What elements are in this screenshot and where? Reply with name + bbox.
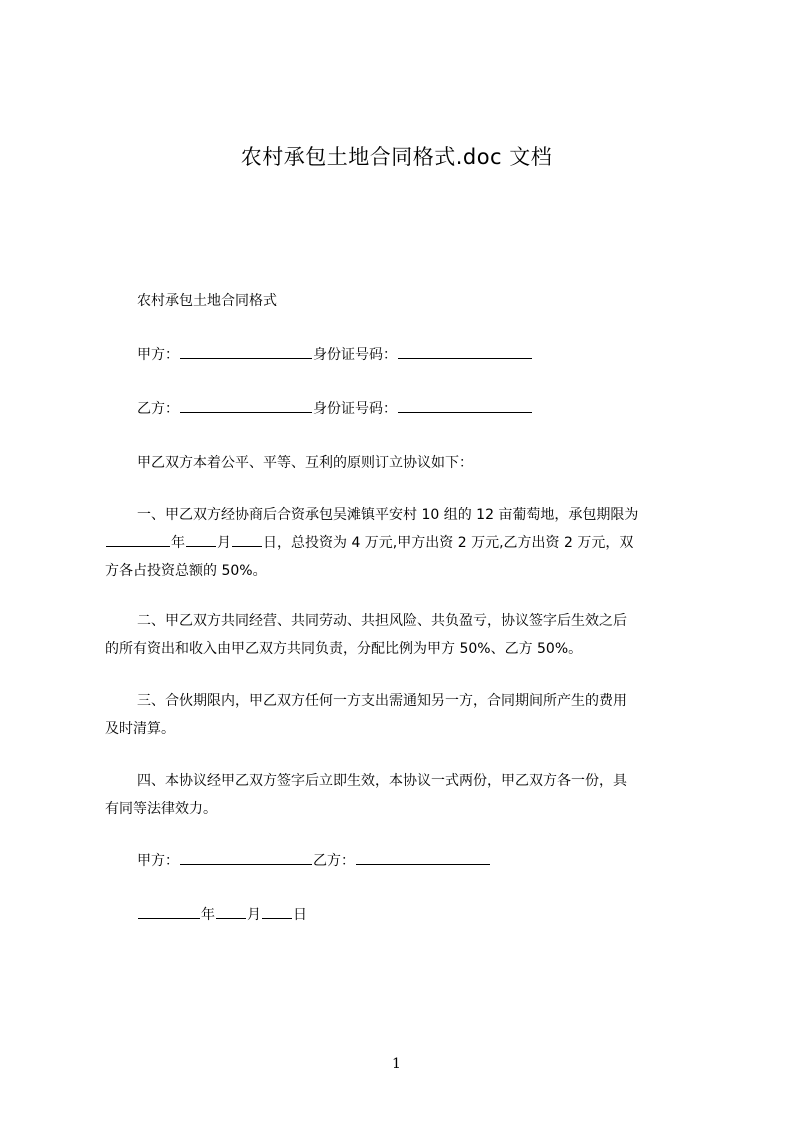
signature-party-b-label: 乙方：	[313, 853, 355, 869]
date-month-label: 月	[247, 907, 261, 923]
signature-party-a-label: 甲方：	[137, 853, 179, 869]
date-month-blank	[216, 904, 246, 919]
party-a-label: 甲方：	[137, 347, 179, 363]
clause-3-line-1: 三、合伙期限内，甲乙双方任何一方支出需通知另一方，合同期间所产生的费用	[137, 693, 627, 709]
document-title: 农村承包土地合同格式.doc 文档	[240, 145, 553, 169]
preamble: 甲乙双方本着公平、平等、互利的原则订立协议如下：	[137, 455, 473, 471]
date-year-blank	[138, 904, 200, 919]
contract-subtitle: 农村承包土地合同格式	[137, 293, 277, 309]
date-day-label: 日	[293, 907, 307, 923]
party-a-id-label: 身份证号码：	[313, 347, 397, 363]
clause-1-line-2	[105, 530, 633, 556]
clause-1-line-3: 方各占投资总额的 50%。	[105, 563, 267, 579]
clause-1-year-blank	[106, 532, 170, 547]
party-b-id-blank	[398, 398, 532, 413]
clause-1-day-blank	[232, 532, 262, 547]
party-b-line	[137, 396, 533, 422]
clause-1-month-label: 月	[217, 535, 231, 551]
signature-party-a-blank	[180, 850, 312, 865]
clause-1-line-1: 一、甲乙双方经协商后合资承包吴滩镇平安村 10 组的 12 亩葡萄地，承包期限为	[137, 507, 639, 523]
party-a-name-blank	[180, 344, 312, 359]
party-b-id-label: 身份证号码：	[313, 401, 397, 417]
signature-party-b-blank	[356, 850, 490, 865]
clause-1-day-rest: 日，总投资为 4 万元,甲方出资 2 万元,乙方出资 2 万元，双	[263, 535, 634, 551]
clause-4-line-1: 四、本协议经甲乙双方签字后立即生效，本协议一式两份，甲乙双方各一份，具	[137, 773, 627, 789]
date-day-blank	[262, 904, 292, 919]
clause-2-line-1: 二、甲乙双方共同经营、共同劳动、共担风险、共负盈亏，协议签字后生效之后	[137, 613, 627, 629]
date-year-label: 年	[201, 907, 215, 923]
page-number: 1	[392, 1056, 401, 1072]
party-b-name-blank	[180, 398, 312, 413]
party-b-label: 乙方：	[137, 401, 179, 417]
signature-line	[137, 848, 491, 874]
party-a-line	[137, 342, 533, 368]
clause-1-month-blank	[186, 532, 216, 547]
clause-4-line-2: 有同等法律效力。	[105, 801, 217, 817]
document-body	[105, 0, 701, 1122]
party-a-id-blank	[398, 344, 532, 359]
clause-1-year-label: 年	[171, 535, 185, 551]
date-line	[137, 902, 307, 928]
clause-2-line-2: 的所有资出和收入由甲乙双方共同负责，分配比例为甲方 50%、乙方 50%。	[105, 641, 583, 657]
clause-3-line-2: 及时清算。	[105, 721, 175, 737]
